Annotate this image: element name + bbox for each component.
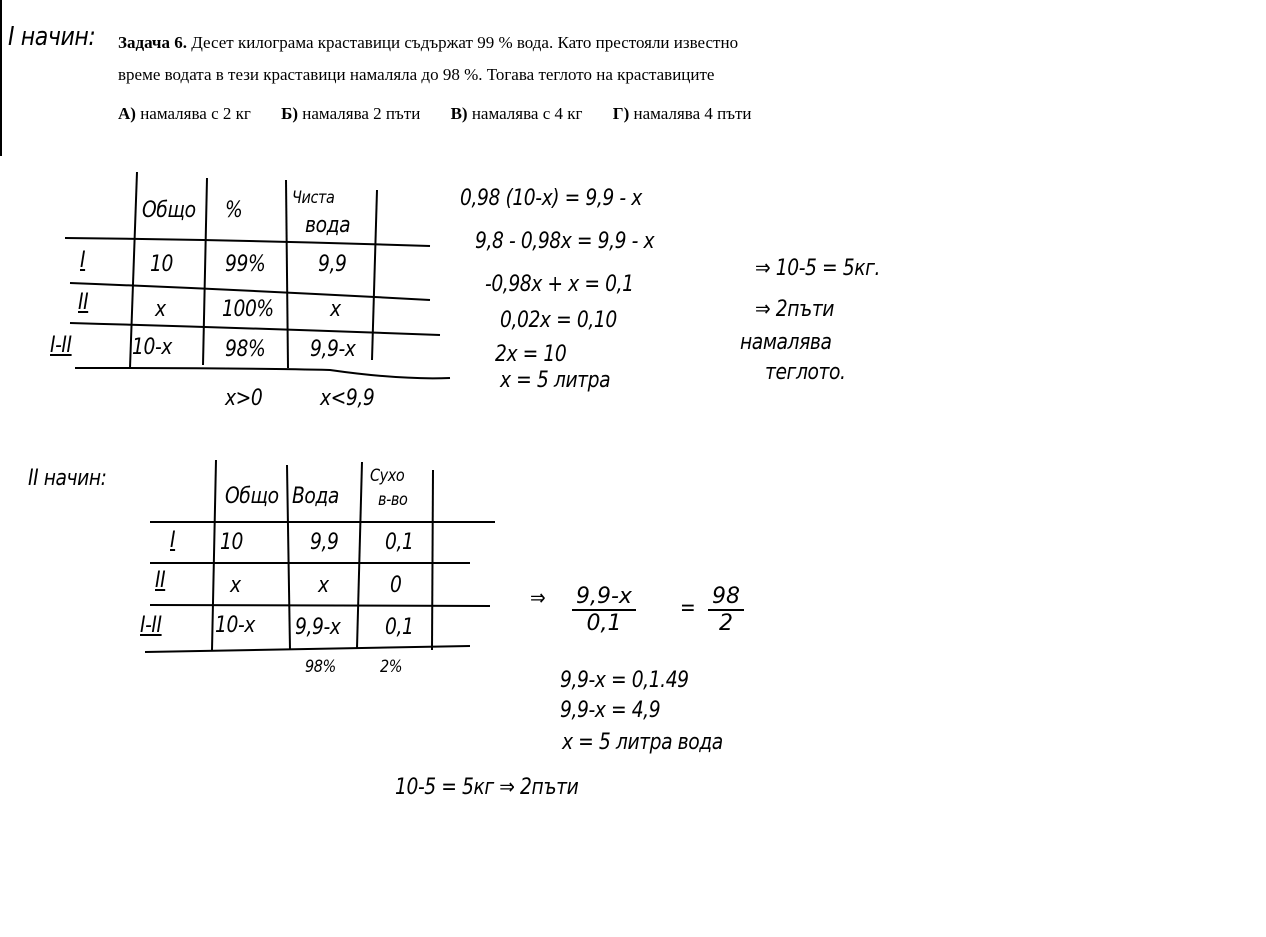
option-key: А) xyxy=(118,104,136,123)
equation: 9,8 - 0,98x = 9,9 - x xyxy=(475,229,655,254)
t1-vline xyxy=(372,190,377,360)
problem-line2: време водата в тези краставици намаляла до 98 %. Тогава теглото на краставиците xyxy=(118,65,715,84)
option-c xyxy=(451,104,583,123)
t1-vline xyxy=(286,180,288,368)
t1-cell: 100% xyxy=(222,297,274,322)
conclusion: ⇒ 2пъти xyxy=(755,297,835,322)
t2-row-label: I-II xyxy=(140,613,162,638)
t1-header: Чиста xyxy=(292,188,335,208)
t1-header: Общо xyxy=(142,198,196,223)
t2-row-label: II xyxy=(155,568,166,593)
option-text: намалява 4 пъти xyxy=(633,104,752,123)
option-b xyxy=(281,104,420,123)
equation: 0,02x = 0,10 xyxy=(500,308,617,333)
problem-line1 xyxy=(118,33,738,53)
numerator: 9,9-x xyxy=(572,584,636,611)
option-text: намалява 2 пъти xyxy=(302,104,421,123)
method1-label: I начин: xyxy=(8,22,96,52)
equation: -0,98x + x = 0,1 xyxy=(485,272,634,297)
answer-options xyxy=(118,104,778,124)
denominator: 2 xyxy=(719,611,733,636)
t1-cell: x xyxy=(330,297,341,322)
problem-text: Десет килограма краставици съдържат 99 % вода. Като престояли известно xyxy=(191,33,739,52)
constraint: x>0 xyxy=(225,386,263,411)
option-text: намалява с 2 кг xyxy=(140,104,251,123)
t1-cell: 9,9-x xyxy=(310,337,356,362)
equation: x = 5 литра вода xyxy=(562,730,723,755)
option-text: намалява с 4 кг xyxy=(471,104,583,123)
t2-footer: 98% xyxy=(305,657,336,677)
t1-row-label: I-II xyxy=(50,333,72,358)
t2-cell: 0,1 xyxy=(385,615,414,640)
implies-arrow: ⇒ xyxy=(530,586,546,611)
t1-cell: 99% xyxy=(225,252,266,277)
t1-row-label: II xyxy=(78,290,89,315)
denominator: 0,1 xyxy=(586,611,622,636)
t2-header: Вода xyxy=(292,484,339,509)
t2-row-label: I xyxy=(170,528,176,553)
option-key: Б) xyxy=(281,104,299,123)
t1-cell: 98% xyxy=(225,337,266,362)
t2-header: в-во xyxy=(378,490,408,510)
fraction-right xyxy=(708,584,744,636)
constraint: x<9,9 xyxy=(320,386,375,411)
t2-footer: 2% xyxy=(380,657,403,677)
method2-label: II начин: xyxy=(28,466,107,491)
equation: 2x = 10 xyxy=(495,342,567,367)
t2-hline xyxy=(150,605,490,606)
t2-cell: 10-x xyxy=(215,613,255,638)
t2-hline xyxy=(145,646,470,652)
option-a xyxy=(118,104,251,123)
conclusion: ⇒ 10-5 = 5кг. xyxy=(755,256,881,281)
t2-vline xyxy=(432,470,433,650)
fraction-left xyxy=(572,584,636,636)
t1-hline xyxy=(70,323,440,335)
t1-header: вода xyxy=(305,213,351,238)
t2-header: Сухо xyxy=(370,466,405,486)
option-key: Г) xyxy=(612,104,630,123)
equals-sign: = xyxy=(680,596,696,621)
t1-cell: 10 xyxy=(150,252,173,277)
option-d xyxy=(613,104,752,123)
t1-cell: 9,9 xyxy=(318,252,347,277)
t2-cell: 9,9-x xyxy=(295,615,341,640)
numerator: 98 xyxy=(708,584,744,611)
t2-cell: 10 xyxy=(220,530,243,555)
equation: 9,9-x = 0,1.49 xyxy=(560,668,689,693)
t2-vline xyxy=(287,465,290,650)
t2-cell: x xyxy=(230,573,241,598)
conclusion: намалява xyxy=(740,330,832,355)
t2-header: Общо xyxy=(225,484,279,509)
t1-header: % xyxy=(225,198,243,223)
t1-cell: 10-x xyxy=(132,335,172,360)
t2-cell: 9,9 xyxy=(310,530,339,555)
t1-row-label: I xyxy=(80,248,86,273)
t2-cell: x xyxy=(318,573,329,598)
t2-vline xyxy=(357,462,362,648)
option-key: В) xyxy=(450,104,468,123)
equation: x = 5 литра xyxy=(500,368,611,393)
problem-title: Задача 6. xyxy=(118,33,187,52)
t1-cell: x xyxy=(155,297,166,322)
t1-vline xyxy=(203,178,207,365)
conclusion: теглото. xyxy=(765,360,846,385)
t2-cell: 0 xyxy=(390,573,402,598)
t1-hline xyxy=(75,368,450,378)
t2-cell: 0,1 xyxy=(385,530,414,555)
equation: 10-5 = 5кг ⇒ 2пъти xyxy=(395,775,579,800)
equation: 9,9-x = 4,9 xyxy=(560,698,661,723)
equation: 0,98 (10-x) = 9,9 - x xyxy=(460,186,642,211)
